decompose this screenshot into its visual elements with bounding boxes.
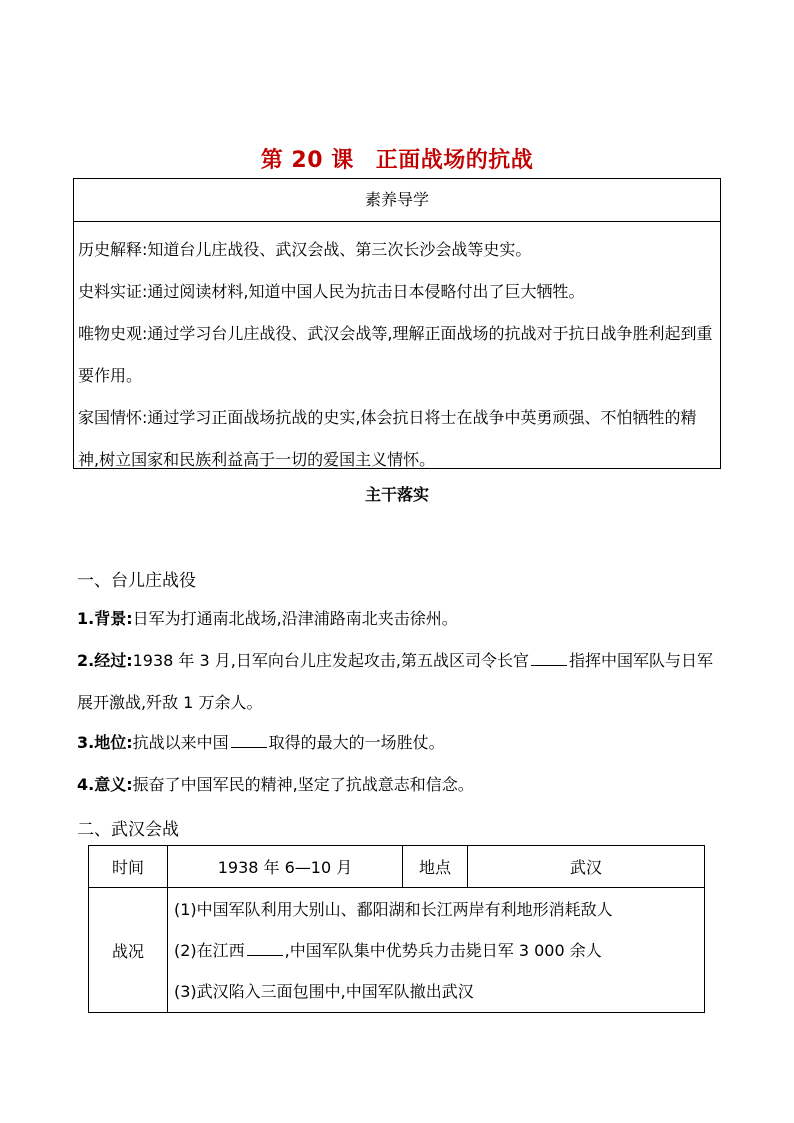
fill-blank[interactable] <box>531 649 567 666</box>
item-text: 1938 年 3 月,日军向台儿庄发起攻击,第五战区司令长官 <box>132 651 529 670</box>
fill-blank[interactable] <box>231 731 267 748</box>
section-1-heading: 一、台儿庄战役 <box>77 571 196 591</box>
item-significance <box>77 764 717 806</box>
literacy-guide-body <box>74 222 720 481</box>
literacy-line-evidence: 史料实证:通过阅读材料,知道中国人民为抗击日本侵略付出了巨大牺牲。 <box>78 282 585 301</box>
lesson-name: 正面战场的抗战 <box>375 148 534 173</box>
item-background <box>77 598 717 640</box>
item-text: 抗战以来中国 <box>132 733 229 752</box>
literacy-line-history-interpretation: 历史解释:知道台儿庄战役、武汉会战、第三次长沙会战等史实。 <box>78 240 532 259</box>
item-label: 4.意义: <box>77 775 133 794</box>
lesson-number: 第 20 课 <box>260 148 354 173</box>
situation-line-1: (1)中国军队利用大别山、鄱阳湖和长江两岸有利地形消耗敌人 <box>174 899 613 919</box>
situation-text: ,中国军队集中优势兵力击毙日军 3 000 余人 <box>284 940 602 960</box>
item-text: 振奋了中国军民的精神,坚定了抗战意志和信念。 <box>132 775 474 794</box>
item-status <box>77 722 717 764</box>
literacy-guide-heading: 素养导学 <box>74 179 720 222</box>
item-label: 2.经过: <box>77 651 133 670</box>
situation-label-cell: 战况 <box>89 888 168 1013</box>
place-label-cell: 地点 <box>403 846 468 888</box>
situation-line-3: (3)武汉陷入三面包围中,中国军队撤出武汉 <box>174 981 474 1001</box>
item-process <box>77 640 717 724</box>
item-text: 取得的最大的一场胜仗。 <box>268 733 445 752</box>
fill-blank[interactable] <box>247 939 283 956</box>
main-heading: 主干落实 <box>364 485 429 504</box>
item-text: 指挥中国军队与日军展开激战,歼敌 1 万余人。 <box>77 651 713 712</box>
item-text: 日军为打通南北战场,沿津浦路南北夹击徐州。 <box>132 609 458 628</box>
time-value-cell: 1938 年 6—10 月 <box>168 846 403 888</box>
literacy-line-materialism: 唯物史观:通过学习台儿庄战役、武汉会战等,理解正面战场的抗战对于抗日战争胜利起到重要作用。 <box>78 324 713 385</box>
situation-line-2 <box>174 930 698 971</box>
place-value-cell: 武汉 <box>468 846 705 888</box>
page-title <box>0 143 794 174</box>
item-label: 1.背景: <box>77 609 133 628</box>
situation-cell <box>168 888 705 1013</box>
literacy-line-patriotism: 家国情怀:通过学习正面战场抗战的史实,体会抗日将士在战争中英勇顽强、不怕牺牲的精神,树立国家和民族利益高于一切的爱国主义情怀。 <box>78 408 697 469</box>
wuhan-battle-table <box>88 845 705 1013</box>
literacy-guide-box <box>73 178 721 469</box>
item-label: 3.地位: <box>77 733 133 752</box>
section-2-heading: 二、武汉会战 <box>77 820 179 840</box>
situation-text: (2)在江西 <box>174 940 245 960</box>
time-label-cell: 时间 <box>89 846 168 888</box>
